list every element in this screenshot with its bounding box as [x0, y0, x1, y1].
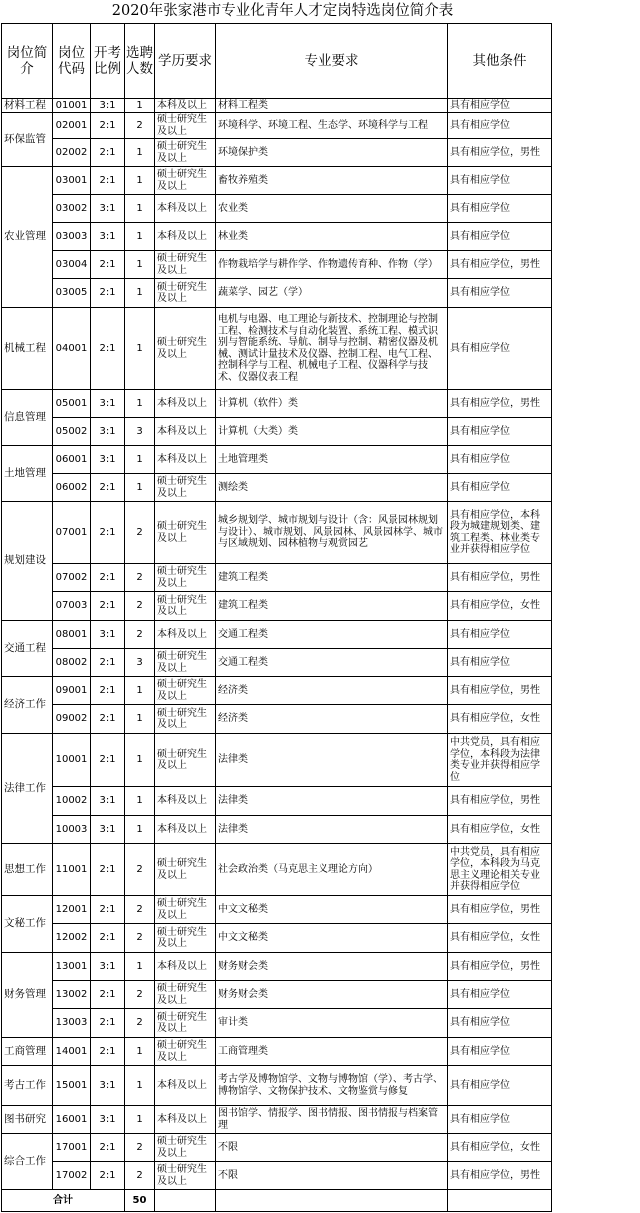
education-requirement: 硕士研究生及以上: [155, 1162, 216, 1190]
exam-ratio: 2:1: [91, 564, 125, 592]
table-row: [2, 113, 552, 139]
major-requirement: 土地管理类: [216, 446, 448, 474]
hire-count: 1: [125, 167, 155, 195]
table-row: [2, 279, 552, 308]
exam-ratio: 3:1: [91, 446, 125, 474]
other-conditions: 具有相应学位: [448, 308, 552, 390]
header-code: 岗位代码: [53, 24, 91, 99]
hire-count: 2: [125, 621, 155, 649]
table-row: [2, 592, 552, 621]
hire-count: 1: [125, 1038, 155, 1066]
total-row: [2, 1190, 552, 1212]
major-requirement: 中文文秘类: [216, 924, 448, 953]
empty-cell: [216, 1190, 448, 1212]
post-code: 12001: [53, 896, 91, 924]
exam-ratio: 2:1: [91, 251, 125, 279]
table-row: [2, 223, 552, 251]
exam-ratio: 3:1: [91, 418, 125, 446]
hire-count: 2: [125, 1162, 155, 1190]
other-conditions: 具有相应学位: [448, 113, 552, 139]
post-code: 12002: [53, 924, 91, 953]
exam-ratio: 2:1: [91, 705, 125, 734]
exam-ratio: 2:1: [91, 844, 125, 896]
education-requirement: 硕士研究生及以上: [155, 677, 216, 705]
other-conditions: 具有相应学位，男性: [448, 787, 552, 816]
total-value: 50: [125, 1190, 155, 1212]
post-category: 规划建设: [2, 502, 53, 621]
post-category: 工商管理: [2, 1038, 53, 1066]
empty-cell: [448, 1190, 552, 1212]
education-requirement: 硕士研究生及以上: [155, 502, 216, 564]
hire-count: 2: [125, 113, 155, 139]
post-code: 07002: [53, 564, 91, 592]
hire-count: 1: [125, 677, 155, 705]
major-requirement: 交通工程类: [216, 621, 448, 649]
hire-count: 1: [125, 474, 155, 502]
exam-ratio: 3:1: [91, 223, 125, 251]
major-requirement: 电机与电器、电工理论与新技术、控制理论与控制工程、检测技术与自动化装置、系统工程、模式识别与智能系统、导航、制导与控制、精密仪器及机械、测试计量技术及仪器、控制工程、电气工程、控制科学与工程、机械电子工程、仪器科学与技术、仪器仪表工程: [216, 308, 448, 390]
post-category: 财务管理: [2, 953, 53, 1038]
exam-ratio: 3:1: [91, 1106, 125, 1134]
table-row: [2, 418, 552, 446]
exam-ratio: 2:1: [91, 1038, 125, 1066]
exam-ratio: 3:1: [91, 953, 125, 981]
post-category: 思想工作: [2, 844, 53, 896]
hire-count: 1: [125, 1106, 155, 1134]
major-requirement: 中文文秘类: [216, 896, 448, 924]
hire-count: 2: [125, 844, 155, 896]
other-conditions: 具有相应学位，女性: [448, 816, 552, 844]
major-requirement: 图书馆学、情报学、图书情报、图书情报与档案管理: [216, 1106, 448, 1134]
other-conditions: 具有相应学位: [448, 981, 552, 1009]
table-row: [2, 953, 552, 981]
education-requirement: 硕士研究生及以上: [155, 474, 216, 502]
table-row: [2, 896, 552, 924]
positions-table: [1, 23, 552, 1212]
major-requirement: 林业类: [216, 223, 448, 251]
hire-count: 2: [125, 924, 155, 953]
post-code: 09002: [53, 705, 91, 734]
other-conditions: 具有相应学位: [448, 1009, 552, 1038]
post-category: 图书研究: [2, 1106, 53, 1134]
other-conditions: 具有相应学位: [448, 474, 552, 502]
post-code: 13003: [53, 1009, 91, 1038]
post-code: 04001: [53, 308, 91, 390]
post-code: 15001: [53, 1066, 91, 1106]
other-conditions: 具有相应学位，女性: [448, 705, 552, 734]
hire-count: 2: [125, 1009, 155, 1038]
hire-count: 1: [125, 279, 155, 308]
hire-count: 1: [125, 251, 155, 279]
post-code: 10003: [53, 816, 91, 844]
table-row: [2, 446, 552, 474]
post-category: 土地管理: [2, 446, 53, 502]
header-ratio: 开考比例: [91, 24, 125, 99]
post-code: 03004: [53, 251, 91, 279]
table-row: [2, 474, 552, 502]
post-code: 11001: [53, 844, 91, 896]
exam-ratio: 3:1: [91, 1066, 125, 1106]
other-conditions: 具有相应学位: [448, 446, 552, 474]
post-category: 农业管理: [2, 167, 53, 308]
hire-count: 2: [125, 564, 155, 592]
post-code: 07003: [53, 592, 91, 621]
header-major: 专业要求: [216, 24, 448, 99]
major-requirement: 计算机（软件）类: [216, 390, 448, 418]
header-post: 岗位简介: [2, 24, 53, 99]
total-label: 合计: [2, 1190, 125, 1212]
exam-ratio: 2:1: [91, 279, 125, 308]
exam-ratio: 2:1: [91, 474, 125, 502]
hire-count: 1: [125, 308, 155, 390]
post-code: 09001: [53, 677, 91, 705]
table-row: [2, 1106, 552, 1134]
post-category: 机械工程: [2, 308, 53, 390]
post-category: 综合工作: [2, 1134, 53, 1190]
other-conditions: 具有相应学位，本科段为城建规划类、建筑工程类、林业类专业并获得相应学位: [448, 502, 552, 564]
table-row: [2, 1066, 552, 1106]
exam-ratio: 2:1: [91, 734, 125, 787]
post-category: 材料工程: [2, 99, 53, 113]
hire-count: 1: [125, 223, 155, 251]
exam-ratio: 2:1: [91, 677, 125, 705]
post-code: 05001: [53, 390, 91, 418]
major-requirement: 作物栽培学与耕作学、作物遗传育种、作物（学）: [216, 251, 448, 279]
other-conditions: 具有相应学位，男性: [448, 677, 552, 705]
header-edu: 学历要求: [155, 24, 216, 99]
other-conditions: 具有相应学位: [448, 418, 552, 446]
education-requirement: 硕士研究生及以上: [155, 139, 216, 167]
education-requirement: 本科及以上: [155, 816, 216, 844]
hire-count: 2: [125, 502, 155, 564]
page-title: 2020年张家港市专业化青年人才定岗特选岗位简介表: [111, 3, 454, 19]
header-count: 选聘人数: [125, 24, 155, 99]
post-category: 考古工作: [2, 1066, 53, 1106]
post-code: 08002: [53, 649, 91, 677]
table-row: [2, 981, 552, 1009]
other-conditions: 具有相应学位: [448, 195, 552, 223]
education-requirement: 本科及以上: [155, 223, 216, 251]
table-row: [2, 787, 552, 816]
exam-ratio: 3:1: [91, 621, 125, 649]
education-requirement: 硕士研究生及以上: [155, 844, 216, 896]
table-row: [2, 677, 552, 705]
table-row: [2, 649, 552, 677]
table-row: [2, 390, 552, 418]
hire-count: 3: [125, 418, 155, 446]
education-requirement: 硕士研究生及以上: [155, 592, 216, 621]
other-conditions: 具有相应学位，男性: [448, 953, 552, 981]
other-conditions: 具有相应学位: [448, 223, 552, 251]
hire-count: 1: [125, 1066, 155, 1106]
hire-count: 1: [125, 195, 155, 223]
major-requirement: 建筑工程类: [216, 564, 448, 592]
post-category: 文秘工作: [2, 896, 53, 953]
table-row: [2, 924, 552, 953]
post-code: 10002: [53, 787, 91, 816]
hire-count: 1: [125, 446, 155, 474]
education-requirement: 本科及以上: [155, 390, 216, 418]
post-code: 17002: [53, 1162, 91, 1190]
education-requirement: 硕士研究生及以上: [155, 734, 216, 787]
table-row: [2, 1038, 552, 1066]
exam-ratio: 3:1: [91, 816, 125, 844]
education-requirement: 本科及以上: [155, 446, 216, 474]
exam-ratio: 3:1: [91, 99, 125, 113]
major-requirement: 财务财会类: [216, 981, 448, 1009]
post-code: 07001: [53, 502, 91, 564]
education-requirement: 本科及以上: [155, 621, 216, 649]
exam-ratio: 2:1: [91, 139, 125, 167]
post-code: 14001: [53, 1038, 91, 1066]
exam-ratio: 2:1: [91, 308, 125, 390]
post-code: 06001: [53, 446, 91, 474]
exam-ratio: 2:1: [91, 924, 125, 953]
table-row: [2, 734, 552, 787]
exam-ratio: 2:1: [91, 981, 125, 1009]
post-category: 环保监管: [2, 113, 53, 167]
header-row: [2, 24, 552, 99]
post-code: 01001: [53, 99, 91, 113]
major-requirement: 不限: [216, 1134, 448, 1162]
education-requirement: 本科及以上: [155, 1106, 216, 1134]
other-conditions: 具有相应学位: [448, 99, 552, 113]
other-conditions: 具有相应学位，男性: [448, 896, 552, 924]
post-category: 交通工程: [2, 621, 53, 677]
table-row: [2, 621, 552, 649]
education-requirement: 硕士研究生及以上: [155, 1038, 216, 1066]
education-requirement: 本科及以上: [155, 99, 216, 113]
exam-ratio: 2:1: [91, 1162, 125, 1190]
education-requirement: 硕士研究生及以上: [155, 1009, 216, 1038]
other-conditions: 中共党员，具有相应学位，本科段为法律类专业并获得相应学位: [448, 734, 552, 787]
table-row: [2, 251, 552, 279]
education-requirement: 本科及以上: [155, 1066, 216, 1106]
hire-count: 1: [125, 734, 155, 787]
exam-ratio: 2:1: [91, 167, 125, 195]
exam-ratio: 2:1: [91, 592, 125, 621]
post-category: 信息管理: [2, 390, 53, 446]
education-requirement: 硕士研究生及以上: [155, 308, 216, 390]
other-conditions: 具有相应学位，女性: [448, 1134, 552, 1162]
other-conditions: 具有相应学位，男性: [448, 139, 552, 167]
major-requirement: 畜牧养殖类: [216, 167, 448, 195]
hire-count: 2: [125, 592, 155, 621]
exam-ratio: 3:1: [91, 787, 125, 816]
exam-ratio: 3:1: [91, 390, 125, 418]
exam-ratio: 2:1: [91, 896, 125, 924]
post-code: 16001: [53, 1106, 91, 1134]
post-code: 02002: [53, 139, 91, 167]
table-row: [2, 308, 552, 390]
other-conditions: 具有相应学位: [448, 279, 552, 308]
major-requirement: 交通工程类: [216, 649, 448, 677]
major-requirement: 计算机（大类）类: [216, 418, 448, 446]
other-conditions: 具有相应学位: [448, 1066, 552, 1106]
education-requirement: 硕士研究生及以上: [155, 896, 216, 924]
exam-ratio: 2:1: [91, 1134, 125, 1162]
exam-ratio: 2:1: [91, 113, 125, 139]
exam-ratio: 2:1: [91, 502, 125, 564]
post-code: 08001: [53, 621, 91, 649]
post-code: 13002: [53, 981, 91, 1009]
major-requirement: 建筑工程类: [216, 592, 448, 621]
post-code: 03001: [53, 167, 91, 195]
other-conditions: 具有相应学位: [448, 649, 552, 677]
post-code: 03002: [53, 195, 91, 223]
major-requirement: 考古学及博物馆学、文物与博物馆（学）、考古学、博物馆学、文物保护技术、文物鉴赏与修复: [216, 1066, 448, 1106]
other-conditions: 具有相应学位，男性: [448, 564, 552, 592]
education-requirement: 硕士研究生及以上: [155, 564, 216, 592]
other-conditions: 具有相应学位: [448, 167, 552, 195]
education-requirement: 硕士研究生及以上: [155, 167, 216, 195]
education-requirement: 本科及以上: [155, 787, 216, 816]
hire-count: 1: [125, 99, 155, 113]
exam-ratio: 2:1: [91, 1009, 125, 1038]
table-row: [2, 195, 552, 223]
education-requirement: 硕士研究生及以上: [155, 981, 216, 1009]
hire-count: 1: [125, 953, 155, 981]
table-row: [2, 564, 552, 592]
table-row: [2, 1009, 552, 1038]
major-requirement: 蔬菜学、园艺（学）: [216, 279, 448, 308]
education-requirement: 硕士研究生及以上: [155, 279, 216, 308]
post-code: 03003: [53, 223, 91, 251]
education-requirement: 硕士研究生及以上: [155, 649, 216, 677]
table-row: [2, 139, 552, 167]
major-requirement: 经济类: [216, 677, 448, 705]
major-requirement: 城乡规划学、城市规划与设计（含：风景园林规划与设计）、城市规划、风景园林、风景园林学、城市与区域规划、园林植物与观赏园艺: [216, 502, 448, 564]
major-requirement: 环境科学、环境工程、生态学、环境科学与工程: [216, 113, 448, 139]
hire-count: 1: [125, 787, 155, 816]
other-conditions: 具有相应学位，男性: [448, 1162, 552, 1190]
post-code: 02001: [53, 113, 91, 139]
education-requirement: 本科及以上: [155, 953, 216, 981]
education-requirement: 本科及以上: [155, 418, 216, 446]
education-requirement: 硕士研究生及以上: [155, 113, 216, 139]
post-code: 13001: [53, 953, 91, 981]
major-requirement: 法律类: [216, 787, 448, 816]
major-requirement: 法律类: [216, 816, 448, 844]
post-code: 10001: [53, 734, 91, 787]
major-requirement: 法律类: [216, 734, 448, 787]
major-requirement: 经济类: [216, 705, 448, 734]
table-row: [2, 502, 552, 564]
education-requirement: 硕士研究生及以上: [155, 251, 216, 279]
other-conditions: 具有相应学位，男性: [448, 390, 552, 418]
hire-count: 2: [125, 896, 155, 924]
post-category: 法律工作: [2, 734, 53, 844]
education-requirement: 硕士研究生及以上: [155, 924, 216, 953]
table-row: [2, 1134, 552, 1162]
table-row: [2, 816, 552, 844]
post-code: 03005: [53, 279, 91, 308]
hire-count: 3: [125, 649, 155, 677]
major-requirement: 不限: [216, 1162, 448, 1190]
major-requirement: 工商管理类: [216, 1038, 448, 1066]
post-code: 06002: [53, 474, 91, 502]
education-requirement: 硕士研究生及以上: [155, 705, 216, 734]
other-conditions: 具有相应学位: [448, 1038, 552, 1066]
other-conditions: 具有相应学位: [448, 621, 552, 649]
hire-count: 1: [125, 816, 155, 844]
post-category: 经济工作: [2, 677, 53, 734]
major-requirement: 环境保护类: [216, 139, 448, 167]
education-requirement: 本科及以上: [155, 195, 216, 223]
major-requirement: 材料工程类: [216, 99, 448, 113]
hire-count: 2: [125, 1134, 155, 1162]
table-row: [2, 705, 552, 734]
post-code: 05002: [53, 418, 91, 446]
major-requirement: 审计类: [216, 1009, 448, 1038]
table-row: [2, 1162, 552, 1190]
other-conditions: 具有相应学位: [448, 1106, 552, 1134]
hire-count: 2: [125, 981, 155, 1009]
header-other: 其他条件: [448, 24, 552, 99]
major-requirement: 社会政治类（马克思主义理论方向）: [216, 844, 448, 896]
post-code: 17001: [53, 1134, 91, 1162]
table-row: [2, 167, 552, 195]
table-row: [2, 99, 552, 113]
major-requirement: 财务财会类: [216, 953, 448, 981]
hire-count: 1: [125, 705, 155, 734]
other-conditions: 具有相应学位，女性: [448, 592, 552, 621]
other-conditions: 具有相应学位，男性: [448, 251, 552, 279]
major-requirement: 农业类: [216, 195, 448, 223]
education-requirement: 硕士研究生及以上: [155, 1134, 216, 1162]
hire-count: 1: [125, 139, 155, 167]
other-conditions: 中共党员，具有相应学位，本科段为马克思主义理论相关专业并获得相应学位: [448, 844, 552, 896]
exam-ratio: 2:1: [91, 649, 125, 677]
hire-count: 1: [125, 390, 155, 418]
exam-ratio: 3:1: [91, 195, 125, 223]
other-conditions: 具有相应学位，女性: [448, 924, 552, 953]
empty-cell: [155, 1190, 216, 1212]
table-row: [2, 844, 552, 896]
major-requirement: 测绘类: [216, 474, 448, 502]
